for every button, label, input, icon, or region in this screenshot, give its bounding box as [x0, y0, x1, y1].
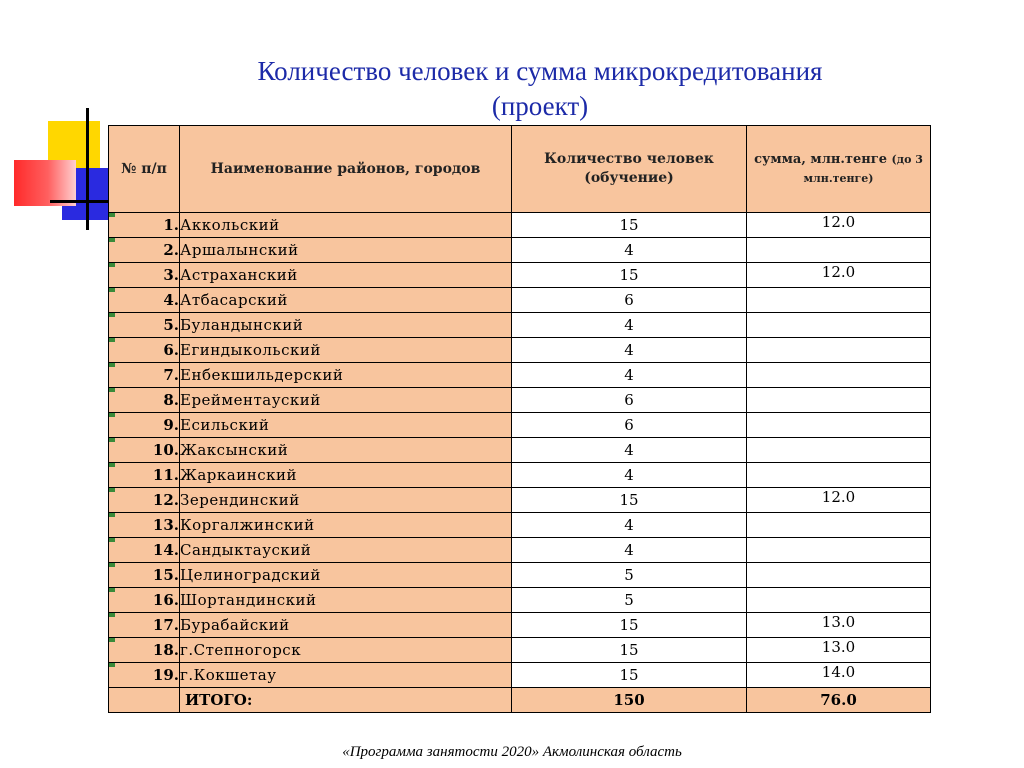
row-district-name: Буландынский — [180, 313, 512, 338]
row-sum: 13.0 — [747, 613, 931, 638]
row-count: 15 — [512, 663, 747, 688]
row-district-name: Аккольский — [180, 213, 512, 238]
row-count: 4 — [512, 238, 747, 263]
row-sum — [747, 413, 931, 438]
districts-table — [108, 125, 931, 713]
row-number: 4. — [109, 288, 180, 313]
header-name: Наименование районов, городов — [180, 126, 512, 213]
row-sum — [747, 288, 931, 313]
row-district-name: Зерендинский — [180, 488, 512, 513]
total-sum: 76.0 — [747, 688, 931, 713]
row-count: 6 — [512, 388, 747, 413]
row-district-name: Ерейментауский — [180, 388, 512, 413]
row-district-name: Аршалынский — [180, 238, 512, 263]
row-count: 4 — [512, 463, 747, 488]
row-number: 17. — [109, 613, 180, 638]
table-row — [109, 363, 931, 388]
header-sum-note: (до 3 млн.тенге) — [803, 153, 923, 185]
row-number: 19. — [109, 663, 180, 688]
table-row — [109, 388, 931, 413]
row-sum — [747, 513, 931, 538]
table-row — [109, 588, 931, 613]
row-district-name: Атбасарский — [180, 288, 512, 313]
row-count: 15 — [512, 213, 747, 238]
table-row — [109, 463, 931, 488]
row-sum: 13.0 — [747, 638, 931, 663]
slide-title-line2: (проект) — [491, 91, 589, 121]
row-district-name: Жаксынский — [180, 438, 512, 463]
row-district-name: Бурабайский — [180, 613, 512, 638]
row-count: 4 — [512, 313, 747, 338]
table-row — [109, 538, 931, 563]
header-sum-main: сумма, млн.тенге — [754, 152, 887, 167]
table-row — [109, 613, 931, 638]
table-header-row — [109, 126, 931, 213]
row-sum — [747, 238, 931, 263]
row-sum — [747, 338, 931, 363]
row-count: 15 — [512, 488, 747, 513]
row-number: 1. — [109, 213, 180, 238]
row-count: 4 — [512, 338, 747, 363]
row-number: 7. — [109, 363, 180, 388]
row-sum — [747, 463, 931, 488]
decor-vertical-line — [86, 108, 89, 230]
row-district-name: Сандыктауский — [180, 538, 512, 563]
table-row — [109, 488, 931, 513]
table-row — [109, 438, 931, 463]
row-sum — [747, 363, 931, 388]
table-row — [109, 213, 931, 238]
footer-caption: «Программа занятости 2020» Акмолинская область — [342, 744, 682, 760]
table-row — [109, 413, 931, 438]
row-sum — [747, 538, 931, 563]
row-number: 18. — [109, 638, 180, 663]
row-sum: 14.0 — [747, 663, 931, 688]
decor-horizontal-line — [50, 200, 112, 203]
row-count: 6 — [512, 413, 747, 438]
row-count: 15 — [512, 613, 747, 638]
row-sum: 12.0 — [747, 263, 931, 288]
table-row — [109, 288, 931, 313]
row-count: 15 — [512, 263, 747, 288]
row-count: 5 — [512, 588, 747, 613]
row-number: 13. — [109, 513, 180, 538]
row-number: 6. — [109, 338, 180, 363]
row-number: 15. — [109, 563, 180, 588]
row-number: 10. — [109, 438, 180, 463]
table-row — [109, 263, 931, 288]
row-sum — [747, 388, 931, 413]
total-num-cell — [109, 688, 180, 713]
row-district-name: Есильский — [180, 413, 512, 438]
header-count: Количество человек (обучение) — [512, 126, 747, 213]
row-district-name: Целиноградский — [180, 563, 512, 588]
row-count: 4 — [512, 513, 747, 538]
row-sum — [747, 438, 931, 463]
row-district-name: Егиндыкольский — [180, 338, 512, 363]
total-label: ИТОГО: — [180, 688, 512, 713]
row-sum: 12.0 — [747, 213, 931, 238]
slide-title-line1: Количество человек и сумма микрокредитования — [257, 56, 823, 86]
total-row — [109, 688, 931, 713]
row-count: 4 — [512, 538, 747, 563]
row-count: 15 — [512, 638, 747, 663]
row-count: 4 — [512, 363, 747, 388]
row-number: 2. — [109, 238, 180, 263]
row-sum — [747, 313, 931, 338]
row-sum — [747, 588, 931, 613]
header-num: № п/п — [109, 126, 180, 213]
row-number: 8. — [109, 388, 180, 413]
table-row — [109, 663, 931, 688]
row-district-name: Шортандинский — [180, 588, 512, 613]
row-district-name: г.Кокшетау — [180, 663, 512, 688]
row-district-name: Коргалжинский — [180, 513, 512, 538]
row-number: 16. — [109, 588, 180, 613]
row-number: 9. — [109, 413, 180, 438]
row-count: 5 — [512, 563, 747, 588]
table-row — [109, 338, 931, 363]
header-sum — [747, 126, 931, 213]
row-number: 11. — [109, 463, 180, 488]
table-row — [109, 513, 931, 538]
table-row — [109, 638, 931, 663]
row-district-name: Астраханский — [180, 263, 512, 288]
table-row — [109, 238, 931, 263]
row-count: 6 — [512, 288, 747, 313]
row-number: 3. — [109, 263, 180, 288]
row-count: 4 — [512, 438, 747, 463]
row-number: 14. — [109, 538, 180, 563]
row-district-name: Енбекшильдерский — [180, 363, 512, 388]
table-row — [109, 563, 931, 588]
row-sum: 12.0 — [747, 488, 931, 513]
table-row — [109, 313, 931, 338]
row-number: 5. — [109, 313, 180, 338]
row-number: 12. — [109, 488, 180, 513]
row-district-name: г.Степногорск — [180, 638, 512, 663]
row-sum — [747, 563, 931, 588]
total-count: 150 — [512, 688, 747, 713]
row-district-name: Жаркаинский — [180, 463, 512, 488]
